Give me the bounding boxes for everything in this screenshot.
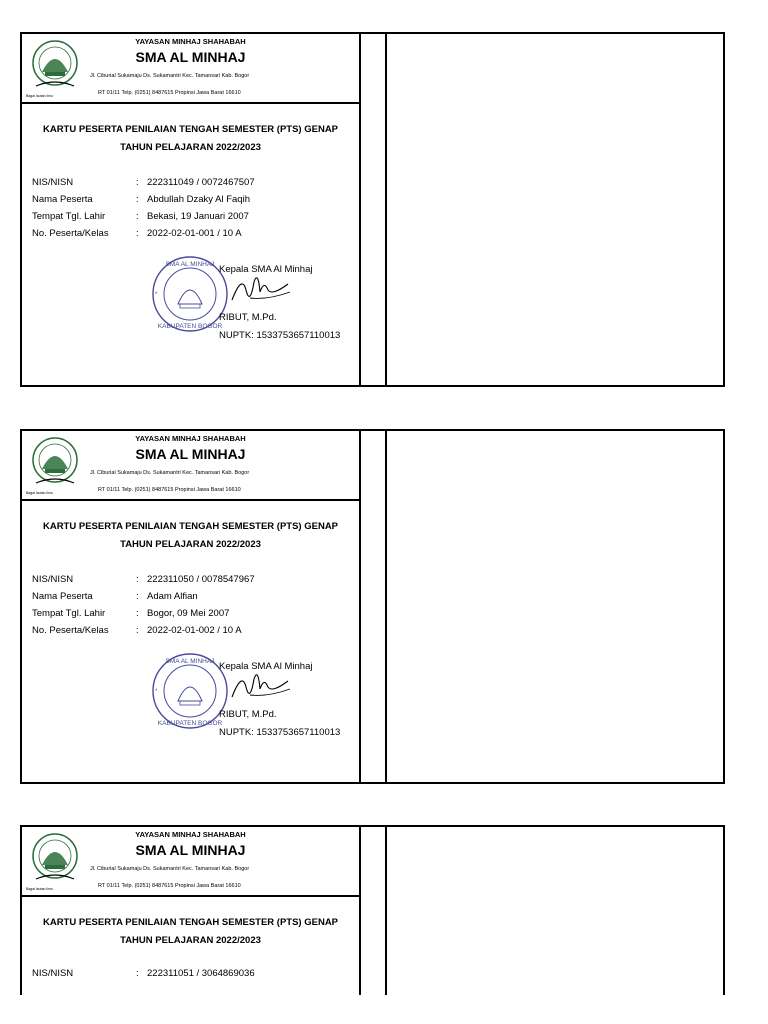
school-address-line-1: Jl. Ciburial Sukamaju Ds. Sukamantri Kec. Tamansari Kab. Bogor <box>90 470 250 476</box>
class-label: No. Peserta/Kelas <box>32 625 109 636</box>
nis-label: NIS/NISN <box>32 574 74 585</box>
card-subtitle: TAHUN PELAJARAN 2022/2023 <box>120 539 261 550</box>
exam-card-3 <box>20 825 725 995</box>
nis-value: 222311049 / 0072467507 <box>147 177 255 188</box>
logo-motto: Bagai lautan ilmu <box>26 491 53 495</box>
signatory-nuptk: NUPTK: 1533753657110013 <box>219 330 341 341</box>
school-logo-icon <box>28 38 82 98</box>
nis-value: 222311050 / 0078547967 <box>147 574 255 585</box>
nis-label: NIS/NISN <box>32 177 74 188</box>
separator: : <box>136 177 139 188</box>
nis-value: 222311051 / 3064869036 <box>147 968 255 979</box>
separator: : <box>136 608 139 619</box>
school-address-line-1: Jl. Ciburial Sukamaju Ds. Sukamantri Kec. Tamansari Kab. Bogor <box>90 866 250 872</box>
school-name: SMA AL MINHAJ <box>135 842 246 858</box>
stamp-top-text: SMA AL MINHAJ <box>165 261 215 268</box>
class-label: No. Peserta/Kelas <box>32 228 109 239</box>
card-divider-column <box>359 827 387 995</box>
birth-label: Tempat Tgl. Lahir <box>32 608 106 619</box>
card-subtitle: TAHUN PELAJARAN 2022/2023 <box>120 935 261 946</box>
signatory-position: Kepala SMA Al Minhaj <box>219 661 313 672</box>
school-stamp-icon <box>150 254 230 334</box>
card-front <box>22 827 359 995</box>
svg-text:*: * <box>155 292 158 298</box>
name-value: Adam Alfian <box>147 591 198 602</box>
separator: : <box>136 625 139 636</box>
name-label: Nama Peserta <box>32 591 93 602</box>
stamp-bottom-text: KABUPATEN BOGOR <box>157 720 223 727</box>
card-header <box>22 34 359 104</box>
exam-card-1 <box>20 32 725 387</box>
card-front <box>22 34 359 385</box>
card-title: KARTU PESERTA PENILAIAN TENGAH SEMESTER (PTS) GENAP <box>42 917 339 928</box>
card-divider-column <box>359 431 387 782</box>
stamp-bottom-text: KABUPATEN BOGOR <box>157 323 223 330</box>
card-title: KARTU PESERTA PENILAIAN TENGAH SEMESTER (PTS) GENAP <box>42 124 339 135</box>
foundation-name: YAYASAN MINHAJ SHAHABAH <box>135 37 246 46</box>
logo-motto: Bagai lautan ilmu <box>26 887 53 891</box>
school-address-line-2: RT 01/11 Telp. (0251) 8487615 Propinsi Jawa Barat 16610 <box>98 883 241 889</box>
school-stamp-icon <box>150 651 230 731</box>
logo-motto: Bagai lautan ilmu <box>26 94 53 98</box>
name-label: Nama Peserta <box>32 194 93 205</box>
school-address-line-2: RT 01/11 Telp. (0251) 8487615 Propinsi Jawa Barat 16610 <box>98 487 241 493</box>
school-logo-icon <box>28 435 82 495</box>
card-header <box>22 431 359 501</box>
school-address-line-1: Jl. Ciburial Sukamaju Ds. Sukamantri Kec. Tamansari Kab. Bogor <box>90 73 250 79</box>
separator: : <box>136 194 139 205</box>
signatory-name: RIBUT, M.Pd. <box>219 312 277 323</box>
signatory-position: Kepala SMA Al Minhaj <box>219 264 313 275</box>
card-front <box>22 431 359 782</box>
school-name: SMA AL MINHAJ <box>135 446 246 462</box>
card-title: KARTU PESERTA PENILAIAN TENGAH SEMESTER (PTS) GENAP <box>42 521 339 532</box>
class-value: 2022-02-01-001 / 10 A <box>147 228 242 239</box>
signature-icon <box>228 270 292 308</box>
class-value: 2022-02-01-002 / 10 A <box>147 625 242 636</box>
school-name: SMA AL MINHAJ <box>135 49 246 65</box>
separator: : <box>136 591 139 602</box>
separator: : <box>136 968 139 979</box>
signatory-name: RIBUT, M.Pd. <box>219 709 277 720</box>
separator: : <box>136 574 139 585</box>
card-subtitle: TAHUN PELAJARAN 2022/2023 <box>120 142 261 153</box>
name-value: Abdullah Dzaky Al Faqih <box>147 194 250 205</box>
exam-card-2 <box>20 429 725 784</box>
foundation-name: YAYASAN MINHAJ SHAHABAH <box>135 434 246 443</box>
foundation-name: YAYASAN MINHAJ SHAHABAH <box>135 830 246 839</box>
school-logo-icon <box>28 831 82 891</box>
card-divider-column <box>359 34 387 385</box>
school-address-line-2: RT 01/11 Telp. (0251) 8487615 Propinsi Jawa Barat 16610 <box>98 90 241 96</box>
stamp-top-text: SMA AL MINHAJ <box>165 658 215 665</box>
birth-value: Bekasi, 19 Januari 2007 <box>147 211 249 222</box>
birth-label: Tempat Tgl. Lahir <box>32 211 106 222</box>
signatory-nuptk: NUPTK: 1533753657110013 <box>219 727 341 738</box>
signature-icon <box>228 667 292 705</box>
separator: : <box>136 228 139 239</box>
nis-label: NIS/NISN <box>32 968 74 979</box>
svg-text:*: * <box>155 689 158 695</box>
birth-value: Bogor, 09 Mei 2007 <box>147 608 230 619</box>
separator: : <box>136 211 139 222</box>
card-header <box>22 827 359 897</box>
